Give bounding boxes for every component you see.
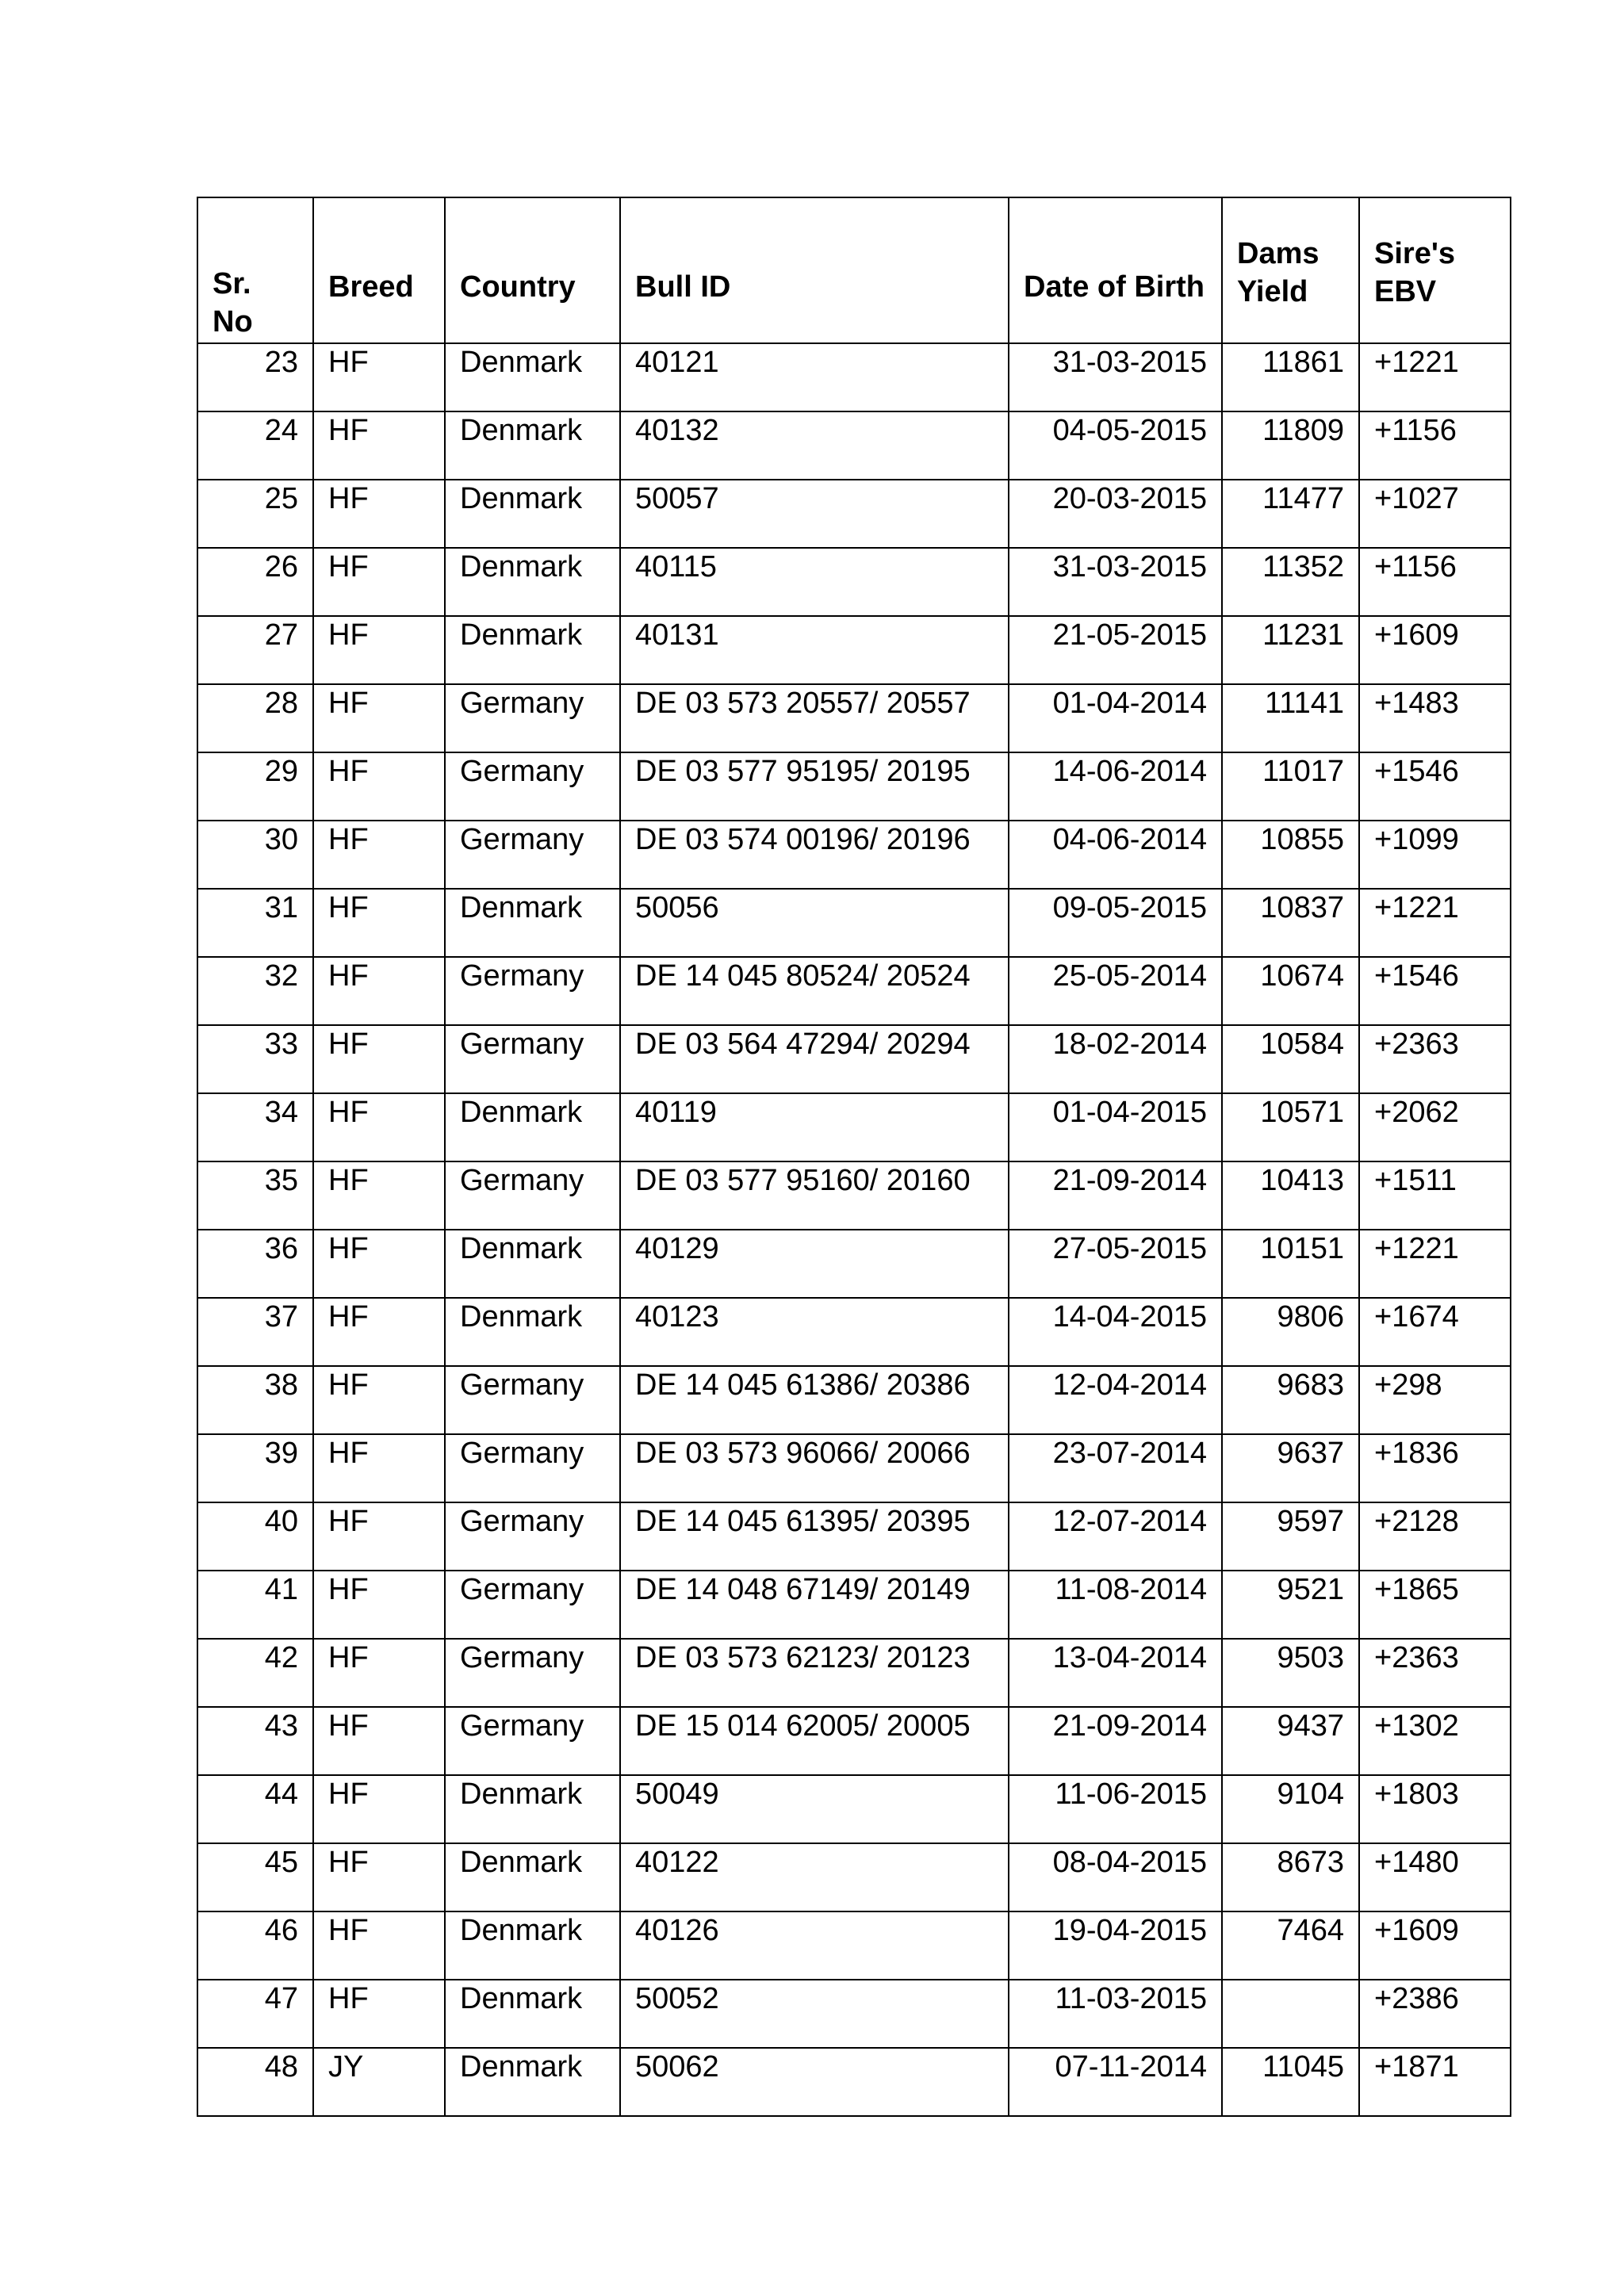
country-cell: Denmark [445,1298,620,1366]
sr-no-cell: 24 [197,411,313,480]
bull-id-cell: DE 03 577 95160/ 20160 [620,1161,1009,1230]
table-row [197,1298,1511,1366]
table-row [197,1025,1511,1093]
bull-id-cell: 40126 [620,1911,1009,1980]
sr-no-cell: 35 [197,1161,313,1230]
dams-yield-cell: 11231 [1222,616,1359,684]
sr-no-cell: 44 [197,1775,313,1843]
table-row [197,957,1511,1025]
dams-yield-cell: 9521 [1222,1571,1359,1639]
header-dams-yield: Dams Yield [1222,197,1359,343]
country-cell: Denmark [445,548,620,616]
date-of-birth-cell: 21-09-2014 [1009,1707,1222,1775]
sr-no-cell: 23 [197,343,313,411]
sires-ebv-cell: +1156 [1359,548,1511,616]
dams-yield-cell: 9503 [1222,1639,1359,1707]
date-of-birth-cell: 18-02-2014 [1009,1025,1222,1093]
bull-table [197,197,1511,2117]
date-of-birth-cell: 13-04-2014 [1009,1639,1222,1707]
dams-yield-cell: 10584 [1222,1025,1359,1093]
sr-no-cell: 38 [197,1366,313,1434]
table-row [197,1980,1511,2048]
table-row [197,1434,1511,1502]
date-of-birth-cell: 11-03-2015 [1009,1980,1222,2048]
sr-no-cell: 29 [197,752,313,821]
date-of-birth-cell: 12-07-2014 [1009,1502,1222,1571]
country-cell: Germany [445,1434,620,1502]
dams-yield-cell: 11352 [1222,548,1359,616]
breed-cell: HF [313,1230,445,1298]
sires-ebv-cell: +1221 [1359,1230,1511,1298]
bull-id-cell: DE 14 045 80524/ 20524 [620,957,1009,1025]
country-cell: Denmark [445,616,620,684]
country-cell: Denmark [445,1093,620,1161]
breed-cell: HF [313,1502,445,1571]
sires-ebv-cell: +1871 [1359,2048,1511,2116]
sires-ebv-cell: +1099 [1359,821,1511,889]
sires-ebv-cell: +1483 [1359,684,1511,752]
date-of-birth-cell: 11-08-2014 [1009,1571,1222,1639]
dams-yield-cell: 9806 [1222,1298,1359,1366]
date-of-birth-cell: 11-06-2015 [1009,1775,1222,1843]
sires-ebv-cell: +1156 [1359,411,1511,480]
breed-cell: HF [313,1366,445,1434]
bull-id-cell: 50049 [620,1775,1009,1843]
breed-cell: HF [313,1775,445,1843]
table-row [197,889,1511,957]
country-cell: Denmark [445,1230,620,1298]
date-of-birth-cell: 01-04-2014 [1009,684,1222,752]
breed-cell: HF [313,480,445,548]
dams-yield-cell: 10151 [1222,1230,1359,1298]
dams-yield-cell: 10413 [1222,1161,1359,1230]
bull-id-cell: 40129 [620,1230,1009,1298]
dams-yield-cell: 9597 [1222,1502,1359,1571]
breed-cell: HF [313,1093,445,1161]
sires-ebv-cell: +1674 [1359,1298,1511,1366]
table-row [197,1639,1511,1707]
sires-ebv-cell: +2386 [1359,1980,1511,2048]
date-of-birth-cell: 31-03-2015 [1009,343,1222,411]
country-cell: Denmark [445,480,620,548]
dams-yield-cell: 9637 [1222,1434,1359,1502]
country-cell: Denmark [445,1980,620,2048]
date-of-birth-cell: 09-05-2015 [1009,889,1222,957]
bull-id-cell: DE 14 045 61386/ 20386 [620,1366,1009,1434]
breed-cell: HF [313,684,445,752]
date-of-birth-cell: 04-05-2015 [1009,411,1222,480]
country-cell: Denmark [445,1843,620,1911]
country-cell: Germany [445,821,620,889]
sires-ebv-cell: +1511 [1359,1161,1511,1230]
bull-id-cell: 40132 [620,411,1009,480]
bull-id-cell: 50056 [620,889,1009,957]
sires-ebv-cell: +1609 [1359,1911,1511,1980]
bull-id-cell: 40115 [620,548,1009,616]
table-row [197,1571,1511,1639]
country-cell: Germany [445,684,620,752]
sr-no-cell: 28 [197,684,313,752]
country-cell: Germany [445,1161,620,1230]
country-cell: Germany [445,1366,620,1434]
breed-cell: HF [313,1434,445,1502]
table-row [197,548,1511,616]
dams-yield-cell: 11017 [1222,752,1359,821]
bull-id-cell: DE 03 573 62123/ 20123 [620,1639,1009,1707]
bull-id-cell: DE 14 045 61395/ 20395 [620,1502,1009,1571]
sires-ebv-cell: +1546 [1359,752,1511,821]
breed-cell: HF [313,548,445,616]
sr-no-cell: 39 [197,1434,313,1502]
sr-no-cell: 25 [197,480,313,548]
sr-no-cell: 45 [197,1843,313,1911]
sires-ebv-cell: +1803 [1359,1775,1511,1843]
country-cell: Germany [445,1707,620,1775]
table-row [197,343,1511,411]
sr-no-cell: 36 [197,1230,313,1298]
date-of-birth-cell: 25-05-2014 [1009,957,1222,1025]
sires-ebv-cell: +1221 [1359,343,1511,411]
date-of-birth-cell: 21-05-2015 [1009,616,1222,684]
breed-cell: HF [313,1911,445,1980]
sires-ebv-cell: +1836 [1359,1434,1511,1502]
sires-ebv-cell: +2128 [1359,1502,1511,1571]
bull-id-cell: 50057 [620,480,1009,548]
country-cell: Germany [445,1025,620,1093]
breed-cell: HF [313,1639,445,1707]
date-of-birth-cell: 14-06-2014 [1009,752,1222,821]
bull-id-cell: 50062 [620,2048,1009,2116]
bull-id-cell: DE 03 573 96066/ 20066 [620,1434,1009,1502]
date-of-birth-cell: 07-11-2014 [1009,2048,1222,2116]
sires-ebv-cell: +1221 [1359,889,1511,957]
table-row [197,616,1511,684]
table-body [197,343,1511,2116]
country-cell: Germany [445,1571,620,1639]
dams-yield-cell: 11809 [1222,411,1359,480]
date-of-birth-cell: 04-06-2014 [1009,821,1222,889]
table-row [197,1161,1511,1230]
sires-ebv-cell: +1027 [1359,480,1511,548]
bull-id-cell: 40122 [620,1843,1009,1911]
table-row [197,1843,1511,1911]
country-cell: Germany [445,957,620,1025]
sr-no-cell: 41 [197,1571,313,1639]
bull-id-cell: DE 03 564 47294/ 20294 [620,1025,1009,1093]
date-of-birth-cell: 14-04-2015 [1009,1298,1222,1366]
date-of-birth-cell: 19-04-2015 [1009,1911,1222,1980]
breed-cell: HF [313,752,445,821]
table-row [197,1366,1511,1434]
date-of-birth-cell: 01-04-2015 [1009,1093,1222,1161]
header-sr-no: Sr. No [197,197,313,343]
table-row [197,752,1511,821]
dams-yield-cell: 10855 [1222,821,1359,889]
date-of-birth-cell: 23-07-2014 [1009,1434,1222,1502]
header-date-of-birth: Date of Birth [1009,197,1222,343]
country-cell: Denmark [445,1911,620,1980]
sires-ebv-cell: +1480 [1359,1843,1511,1911]
breed-cell: HF [313,343,445,411]
date-of-birth-cell: 27-05-2015 [1009,1230,1222,1298]
sr-no-cell: 26 [197,548,313,616]
sires-ebv-cell: +2363 [1359,1639,1511,1707]
dams-yield-cell: 9437 [1222,1707,1359,1775]
table-row [197,1775,1511,1843]
bull-id-cell: 50052 [620,1980,1009,2048]
breed-cell: HF [313,1571,445,1639]
sr-no-cell: 46 [197,1911,313,1980]
breed-cell: HF [313,1980,445,2048]
date-of-birth-cell: 08-04-2015 [1009,1843,1222,1911]
header-sires-ebv: Sire's EBV [1359,197,1511,343]
breed-cell: HF [313,1707,445,1775]
table-row [197,480,1511,548]
bull-id-cell: DE 03 573 20557/ 20557 [620,684,1009,752]
country-cell: Denmark [445,411,620,480]
dams-yield-cell: 8673 [1222,1843,1359,1911]
table-row [197,1911,1511,1980]
table-row [197,684,1511,752]
dams-yield-cell: 10837 [1222,889,1359,957]
country-cell: Denmark [445,2048,620,2116]
bull-id-cell: DE 15 014 62005/ 20005 [620,1707,1009,1775]
sr-no-cell: 30 [197,821,313,889]
bull-id-cell: 40121 [620,343,1009,411]
country-cell: Denmark [445,1775,620,1843]
breed-cell: JY [313,2048,445,2116]
dams-yield-cell: 7464 [1222,1911,1359,1980]
table-row [197,1093,1511,1161]
sr-no-cell: 43 [197,1707,313,1775]
country-cell: Germany [445,752,620,821]
sires-ebv-cell: +2363 [1359,1025,1511,1093]
country-cell: Germany [445,1639,620,1707]
sr-no-cell: 27 [197,616,313,684]
table-header-row [197,197,1511,343]
breed-cell: HF [313,616,445,684]
bull-id-cell: DE 14 048 67149/ 20149 [620,1571,1009,1639]
header-bull-id: Bull ID [620,197,1009,343]
dams-yield-cell: 11861 [1222,343,1359,411]
dams-yield-cell: 10674 [1222,957,1359,1025]
breed-cell: HF [313,1025,445,1093]
sires-ebv-cell: +2062 [1359,1093,1511,1161]
sr-no-cell: 40 [197,1502,313,1571]
sires-ebv-cell: +1609 [1359,616,1511,684]
sr-no-cell: 33 [197,1025,313,1093]
breed-cell: HF [313,411,445,480]
date-of-birth-cell: 31-03-2015 [1009,548,1222,616]
bull-id-cell: 40131 [620,616,1009,684]
dams-yield-cell: 11141 [1222,684,1359,752]
table-row [197,411,1511,480]
bull-id-cell: 40119 [620,1093,1009,1161]
breed-cell: HF [313,1298,445,1366]
dams-yield-cell: 11477 [1222,480,1359,548]
sr-no-cell: 37 [197,1298,313,1366]
breed-cell: HF [313,1843,445,1911]
country-cell: Germany [445,1502,620,1571]
table-row [197,1230,1511,1298]
sr-no-cell: 34 [197,1093,313,1161]
dams-yield-cell [1222,1980,1359,2048]
table-row [197,1502,1511,1571]
sires-ebv-cell: +1546 [1359,957,1511,1025]
dams-yield-cell: 11045 [1222,2048,1359,2116]
table-row [197,821,1511,889]
table-row [197,1707,1511,1775]
sires-ebv-cell: +298 [1359,1366,1511,1434]
breed-cell: HF [313,821,445,889]
sires-ebv-cell: +1865 [1359,1571,1511,1639]
date-of-birth-cell: 20-03-2015 [1009,480,1222,548]
bull-id-cell: DE 03 574 00196/ 20196 [620,821,1009,889]
bull-id-cell: 40123 [620,1298,1009,1366]
breed-cell: HF [313,1161,445,1230]
table-row [197,2048,1511,2116]
sr-no-cell: 42 [197,1639,313,1707]
breed-cell: HF [313,957,445,1025]
dams-yield-cell: 9104 [1222,1775,1359,1843]
dams-yield-cell: 10571 [1222,1093,1359,1161]
sr-no-cell: 48 [197,2048,313,2116]
country-cell: Denmark [445,343,620,411]
sires-ebv-cell: +1302 [1359,1707,1511,1775]
dams-yield-cell: 9683 [1222,1366,1359,1434]
country-cell: Denmark [445,889,620,957]
breed-cell: HF [313,889,445,957]
date-of-birth-cell: 21-09-2014 [1009,1161,1222,1230]
sr-no-cell: 31 [197,889,313,957]
sr-no-cell: 47 [197,1980,313,2048]
header-country: Country [445,197,620,343]
date-of-birth-cell: 12-04-2014 [1009,1366,1222,1434]
bull-id-cell: DE 03 577 95195/ 20195 [620,752,1009,821]
header-breed: Breed [313,197,445,343]
sr-no-cell: 32 [197,957,313,1025]
